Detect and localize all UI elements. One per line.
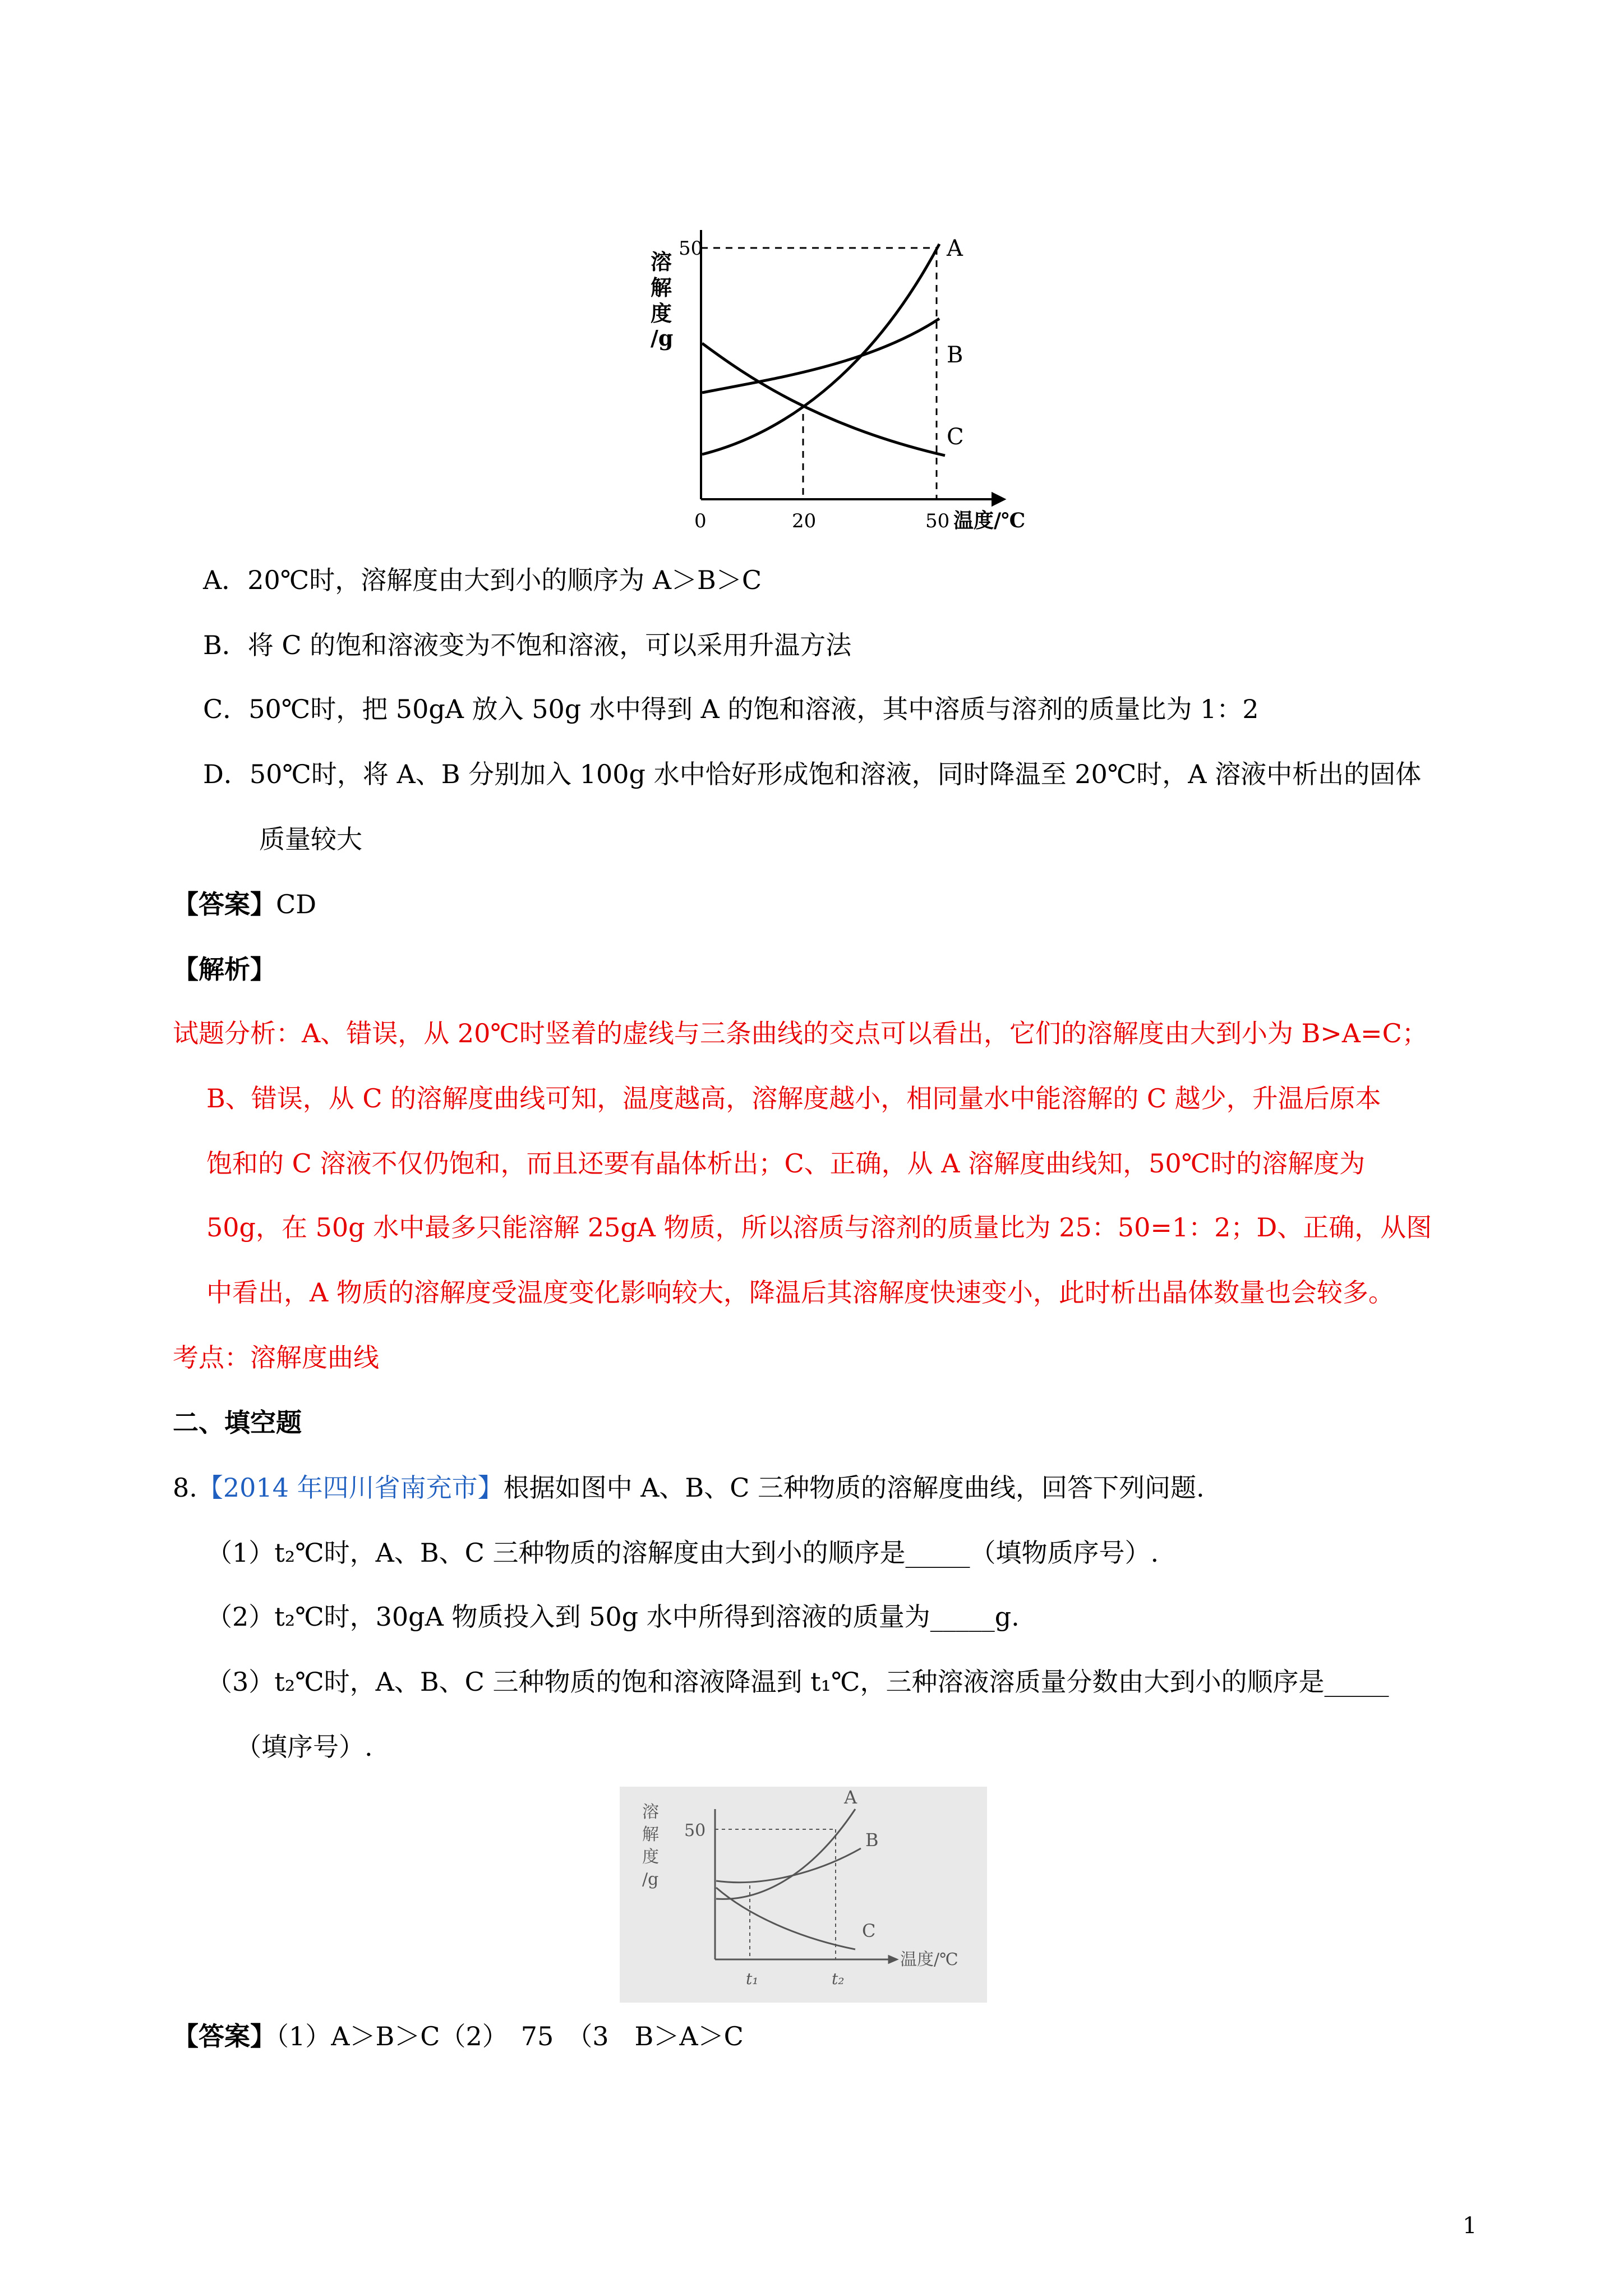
- q8-stem-text: 根据如图中 A、B、C 三种物质的溶解度曲线，回答下列问题.: [503, 1473, 1205, 1503]
- curve-label-b: B: [947, 342, 963, 368]
- x-tick-50: 50: [925, 510, 950, 532]
- x-tick-0: 0: [694, 510, 707, 532]
- option-b: B．将 C 的饱和溶液变为不饱和溶液，可以采用升温方法: [203, 630, 852, 660]
- analysis-line-4: 50g，在 50g 水中最多只能溶解 25gA 物质，所以溶质与溶剂的质量比为 25：50=1：2；D、正确，从图: [206, 1212, 1432, 1243]
- q8-number: 8.: [173, 1473, 197, 1503]
- solubility-chart-2: [620, 1787, 987, 2003]
- x-tick-20: 20: [792, 510, 817, 532]
- section-title: 二、填空题: [173, 1407, 302, 1438]
- curve-label-c: C: [862, 1920, 876, 1941]
- answer-tag: 【答案】: [173, 2021, 276, 2051]
- q8-stem: [173, 1471, 1205, 1504]
- x-tick-t2: t₂: [832, 1970, 845, 1988]
- y-axis-label-3: 度: [642, 1847, 659, 1867]
- y-axis-label-1: 溶: [651, 249, 672, 274]
- x-axis-arrow-icon: [993, 494, 1004, 505]
- curve-b: [702, 319, 939, 393]
- option-d-line-2: 质量较大: [259, 824, 362, 854]
- q7-answer: [173, 887, 316, 921]
- y-axis-label-4: /g: [642, 1870, 659, 1889]
- analysis-line-2: B、错误，从 C 的溶解度曲线可知，温度越高，溶解度越小，相同量水中能溶解的 C 越少，升温后原本: [206, 1083, 1381, 1114]
- y-axis-label-1: 溶: [642, 1802, 659, 1822]
- q8-sub-3-line-2: （填序号）.: [236, 1732, 373, 1762]
- x-axis-label: 温度/℃: [953, 509, 1026, 532]
- curve-label-a: A: [844, 1787, 857, 1808]
- answer-tag: 【答案】: [173, 889, 276, 919]
- q8-source: 【2014 年四川省南充市】: [197, 1473, 504, 1503]
- solubility-chart-1: [634, 213, 1060, 544]
- q8-sub-1: （1）t₂℃时，A、B、C 三种物质的溶解度由大到小的顺序是_____（填物质序号）.: [206, 1538, 1159, 1568]
- answer-value: （1）A＞B＞C（2） 75 （3 B＞A＞C: [276, 2021, 744, 2051]
- q8-sub-2: （2）t₂℃时，30gA 物质投入到 50g 水中所得到溶液的质量为_____g.: [206, 1602, 1020, 1632]
- q8-sub-3-line-1: （3）t₂℃时，A、B、C 三种物质的饱和溶液降温到 t₁℃，三种溶液溶质量分数由大到小的顺序是_____: [206, 1667, 1389, 1697]
- curve-label-c: C: [947, 424, 964, 450]
- answer-value: CD: [276, 889, 317, 919]
- y-axis-label-2: 解: [651, 275, 672, 300]
- curve-label-b: B: [865, 1829, 879, 1851]
- analysis-line-3: 饱和的 C 溶液不仅仍饱和，而且还要有晶体析出；C、正确，从 A 溶解度曲线知，50℃时的溶解度为: [206, 1148, 1366, 1179]
- x-tick-t1: t₁: [746, 1970, 759, 1988]
- y-tick-50: 50: [679, 237, 703, 260]
- curve-a: [702, 244, 939, 454]
- y-axis-label-2: 解: [642, 1825, 659, 1844]
- curve-label-a: A: [947, 236, 963, 261]
- option-d-line-1: D．50℃时，将 A、B 分别加入 100g 水中恰好形成饱和溶液，同时降温至 20℃时，A 溶液中析出的固体: [203, 759, 1422, 789]
- y-tick-50: 50: [684, 1821, 706, 1841]
- y-axis-label-3: 度: [651, 301, 672, 326]
- x-axis-label: 温度/℃: [900, 1950, 958, 1970]
- curve-c: [702, 343, 945, 455]
- analysis-line-5: 中看出，A 物质的溶解度受温度变化影响较大，降温后其溶解度快速变小，此时析出晶体数量也会较多。: [206, 1277, 1394, 1308]
- kaodian: 考点：溶解度曲线: [173, 1342, 379, 1373]
- chart-background: [620, 1787, 987, 2003]
- analysis-tag: 【解析】: [173, 954, 276, 984]
- analysis-line-1: 试题分析：A、错误，从 20℃时竖着的虚线与三条曲线的交点可以看出，它们的溶解度由大到小为 B>A=C；: [173, 1018, 1428, 1048]
- q8-answer: [173, 2019, 744, 2053]
- y-axis-label-4: /g: [651, 325, 674, 351]
- page-number: 1: [1463, 2213, 1477, 2239]
- option-c: C．50℃时，把 50gA 放入 50g 水中得到 A 的饱和溶液，其中溶质与溶剂的质量比为 1：2: [203, 694, 1259, 724]
- option-a: A．20℃时，溶解度由大到小的顺序为 A＞B＞C: [203, 565, 762, 595]
